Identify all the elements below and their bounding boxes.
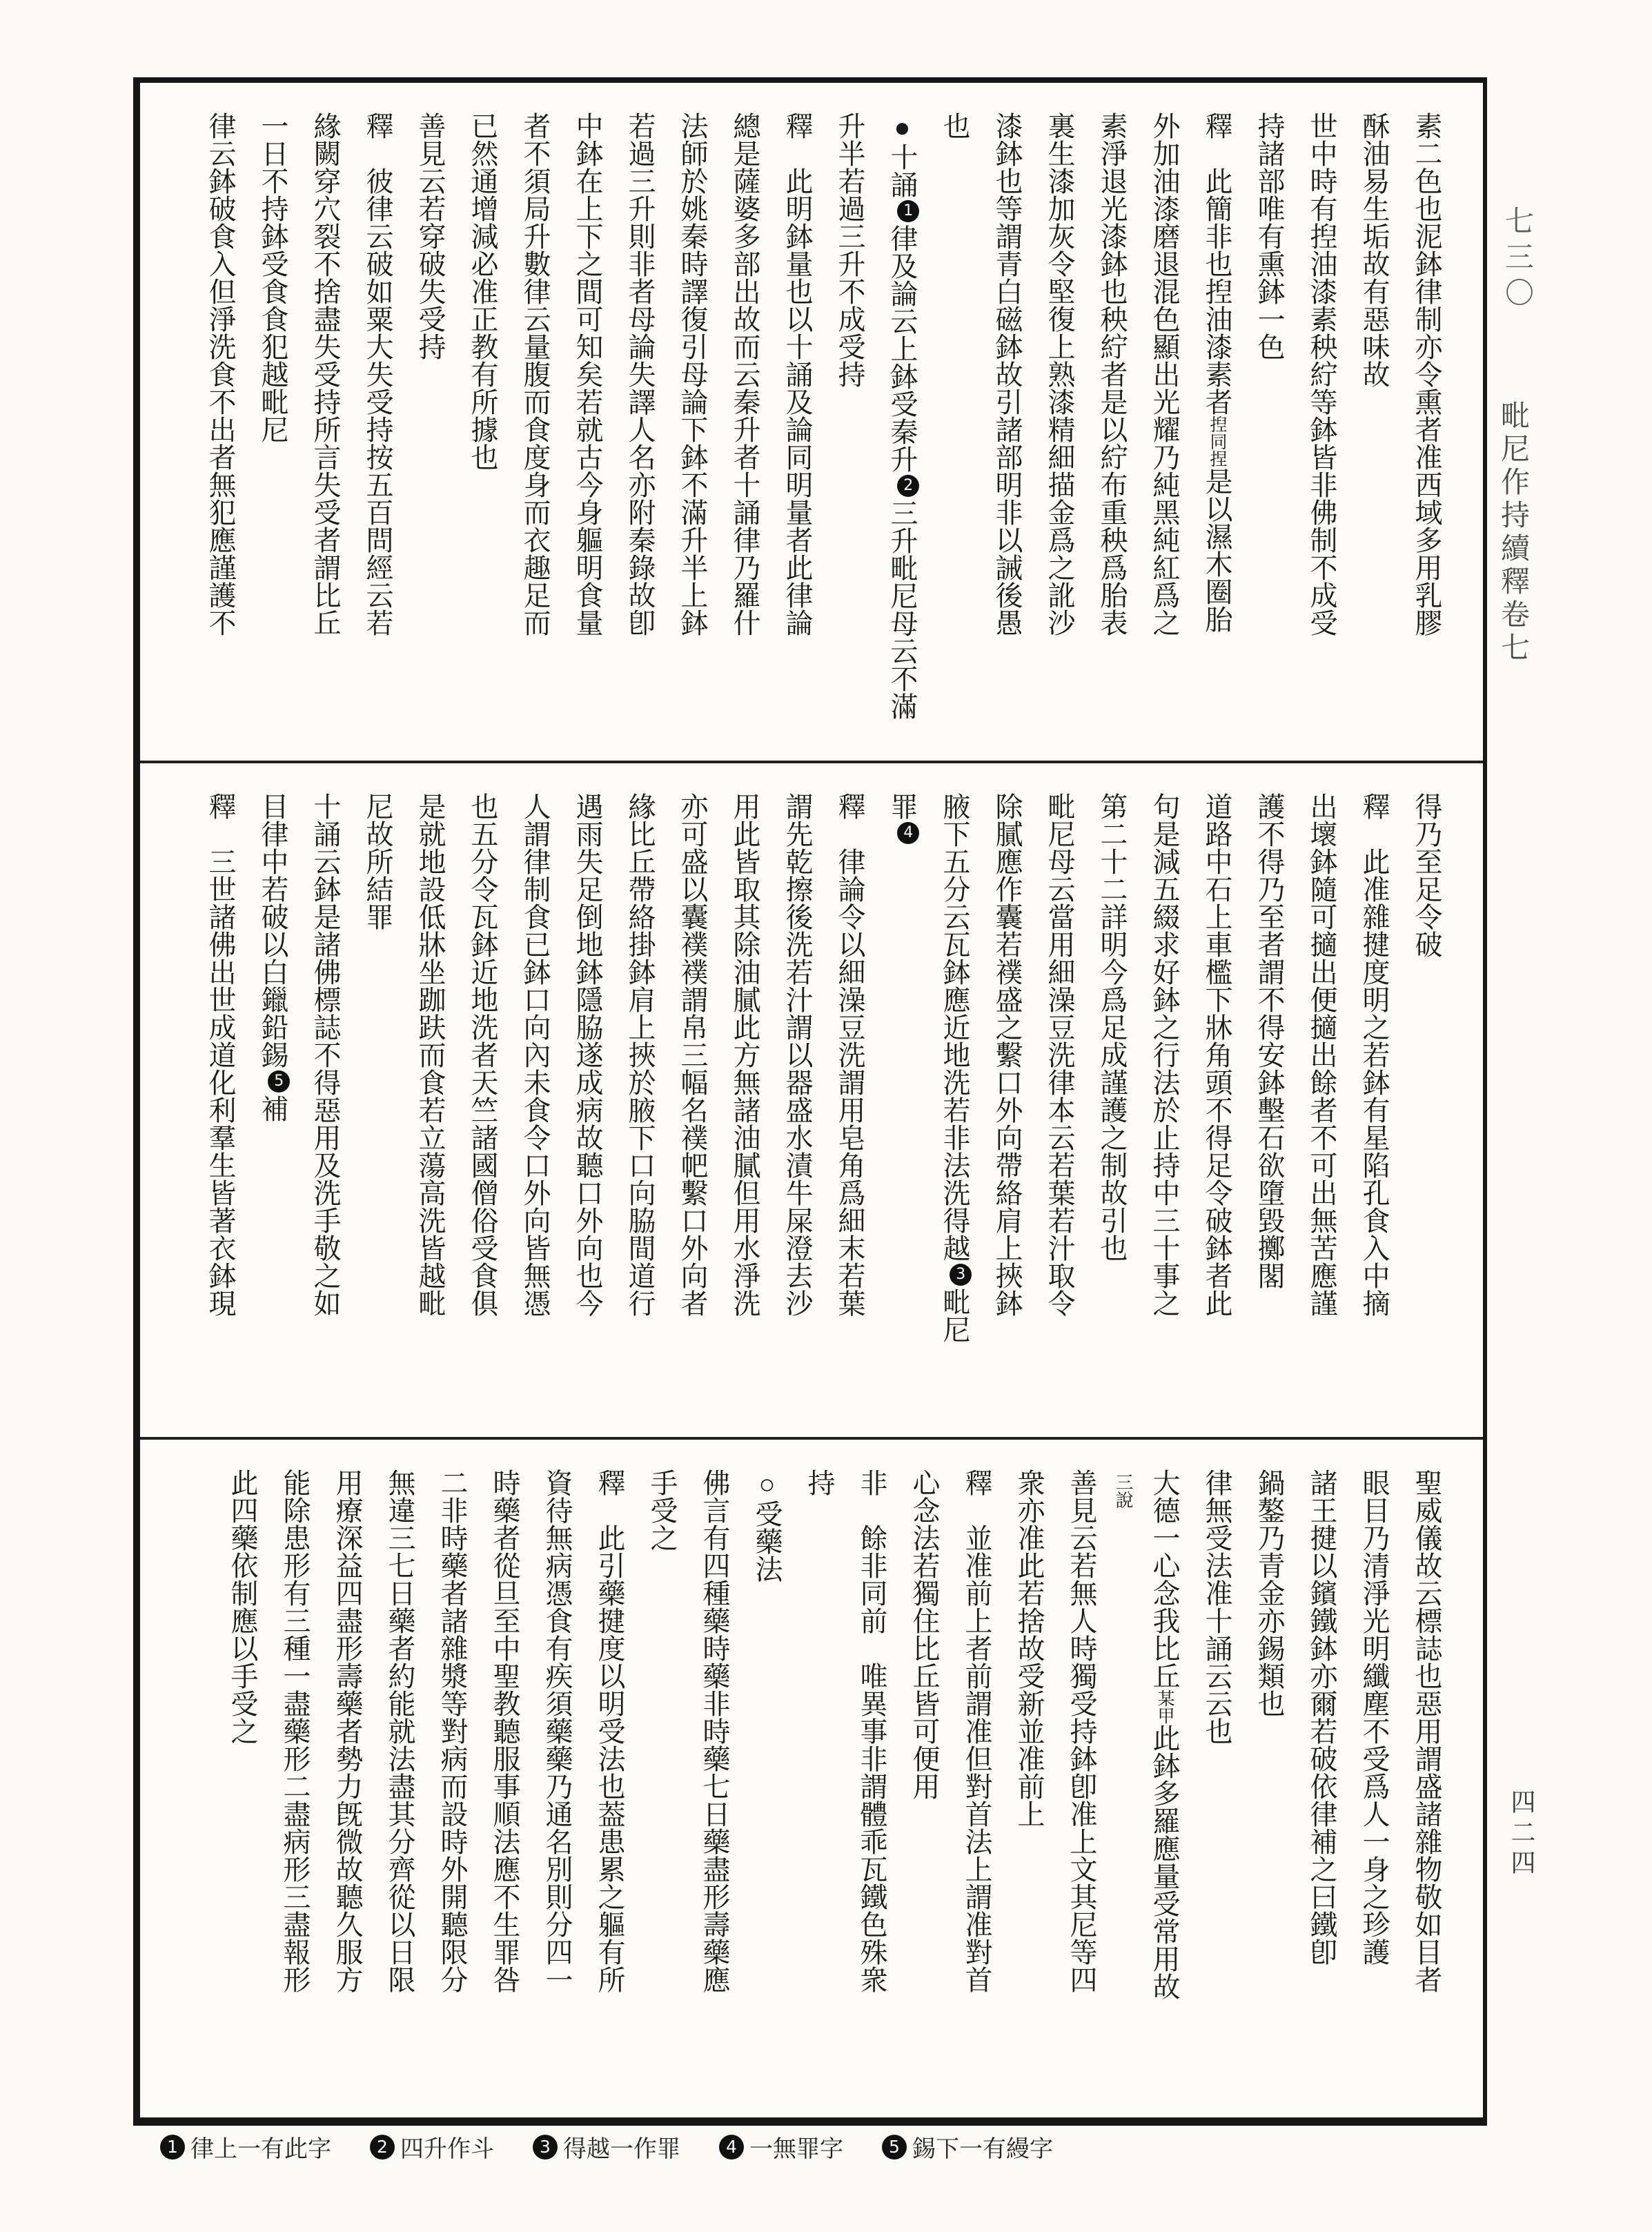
- text-column: 用此皆取其除油膩此方無諸油膩但用水淨洗: [729, 792, 760, 1317]
- page-frame: [133, 77, 1487, 2126]
- text-column: 聖威儀故云標誌也惡用謂盛諸雜物敬如目者: [1411, 1469, 1442, 1993]
- text-column: 腋下五分云瓦鉢應近地洗若非法洗得越3毗尼: [928, 792, 981, 1416]
- text-column: 無違三七日藥者約能就法盡其分齊從以日限: [384, 1469, 415, 1993]
- text-column: 緣比丘帶絡掛鉢肩上挾於腋下口向脇間道行: [625, 792, 656, 1317]
- text-column: 者不須局升數律云量腹而食度身而衣趣足而: [520, 112, 551, 636]
- text-column: 善見云若無人時獨受持鉢卽准上文其尼等四: [1066, 1469, 1097, 1993]
- text-column: 時藥者從旦至中聖教聽服事順法應不生罪咎: [489, 1469, 520, 1993]
- text-column: 亦可盛以囊襆襆謂帛三幅名襆帊繫口外向者: [677, 792, 708, 1317]
- text-column: 持諸部唯有熏鉢一色: [1254, 112, 1285, 360]
- text-column: 護不得乃至者謂不得安鉢墼石欲墮毀擲閣: [1254, 792, 1285, 1289]
- text-column: 用療深益四盡形壽藥者勢力旣微故聽久服方: [332, 1469, 363, 1993]
- text-column: 出壞鉢隨可擿出便擿出餘者不可出無苦應謹: [1306, 792, 1337, 1317]
- text-column: 遇雨失足倒地鉢隱脇遂成病故聽口外向也今: [572, 792, 603, 1317]
- margin-book-title: 毗尼作持續釋卷七: [1497, 400, 1528, 665]
- footnote-number: 4: [719, 2135, 744, 2160]
- text-column: 心念法若獨住比丘皆可便用: [909, 1469, 940, 1800]
- footnote-marker: 4: [897, 822, 919, 844]
- footnote-number: 2: [370, 2135, 395, 2160]
- footnote-number: 1: [160, 2135, 185, 2160]
- text-column: 衆亦准此若捨故受新並准前上: [1014, 1469, 1045, 1828]
- footnote-marker: 3: [950, 1264, 972, 1286]
- register-bottom: [140, 1437, 1483, 2117]
- text-column: 釋 此引藥揵度以明受法也葢患累之軀有所: [594, 1469, 625, 1993]
- text-column: 第二十二詳明今爲足成謹護之制故引也: [1097, 792, 1128, 1262]
- text-column: 升半若過三升不成受持: [834, 112, 865, 388]
- footnote-marker: 1: [897, 200, 919, 222]
- text-column: 非 餘非同前 唯異事非謂體乖瓦鐵色殊衆: [856, 1469, 887, 1993]
- footnote-marker: 2: [897, 475, 919, 497]
- text-column: 眼目乃清淨光明纖塵不受爲人一身之珍護: [1359, 1469, 1390, 1966]
- inline-gloss: 某甲: [1155, 1690, 1174, 1724]
- text-column: 釋 此准雜揵度明之若鉢有星陷孔食入中摘: [1359, 792, 1390, 1317]
- footnote-text: 錫下一有縵字: [912, 2137, 1053, 2162]
- footnote-item: [533, 2130, 680, 2164]
- text-column: 罪4: [876, 792, 928, 1416]
- text-column: 素二色也泥鉢律制亦令熏者准西域多用乳膠: [1411, 112, 1442, 636]
- register-middle: [140, 761, 1483, 1437]
- text-column: 已然通增減必准正教有所據也: [467, 112, 498, 471]
- footnote-text: 四升作斗: [400, 2137, 494, 2162]
- text-column: 大德一心念我比丘某甲此鉢多羅應量受常用故: [1149, 1469, 1180, 2000]
- margin-folio-top: 七三〇: [1501, 206, 1533, 313]
- text-column: 毗尼母云當用細澡豆洗律本云若葉若汁取令: [1044, 792, 1075, 1317]
- marginal-annotation-column: 三說: [1113, 1473, 1133, 1509]
- text-column: 漆鉢也等謂青白磁鉢故引諸部明非以誡後愚: [992, 112, 1023, 636]
- text-column: 律云鉢破食入但淨洗食不出者無犯應謹護不: [205, 112, 236, 636]
- text-column: 尼故所結罪: [362, 792, 393, 930]
- text-column: 法師於姚秦時譯復引母論下鉢不滿升半上鉢: [677, 112, 708, 636]
- footnote-item: [719, 2130, 843, 2164]
- footnote-item: [160, 2130, 331, 2164]
- footnote-text: 得越一作罪: [563, 2137, 680, 2162]
- text-column: 得乃至足令破: [1411, 792, 1442, 958]
- text-column: 人謂律制食已鉢口向內未食令口外向皆無憑: [520, 792, 551, 1317]
- text-column: 也五分令瓦鉢近地洗者天竺諸國僧俗受食俱: [467, 792, 498, 1317]
- text-column: ○受藥法: [751, 1469, 783, 1583]
- text-column: 持: [804, 1469, 835, 1496]
- register-top: [140, 83, 1483, 761]
- text-column: 也: [939, 112, 970, 139]
- text-column: 是就地設低牀坐跏趺而食若立蕩高洗皆越毗: [415, 792, 446, 1317]
- footnote-number: 3: [533, 2135, 558, 2160]
- text-column: 道路中石上車檻下牀角頭不得足令破鉢者此: [1201, 792, 1232, 1317]
- text-column: 釋 彼律云破如粟大失受持按五百問經云若: [362, 112, 393, 636]
- margin-folio-bottom: 四二四: [1508, 1789, 1535, 1880]
- footnote-marker: 5: [268, 1070, 290, 1093]
- footnote-line: [160, 2130, 1513, 2164]
- text-column: 除膩應作囊若襆盛之繫口外向帶絡肩上挾鉢: [992, 792, 1023, 1317]
- text-column: 釋 並准前上者前謂准但對首法上謂准對首: [961, 1469, 992, 1993]
- text-column: 句是減五綴求好鉢之行法於止持中三十事之: [1149, 792, 1180, 1317]
- text-column: 資待無病憑食有疾須藥藥乃通名別則分四一: [542, 1469, 573, 1993]
- text-column: 酥油易生垢故有惡味故: [1359, 112, 1390, 388]
- text-column: 謂先乾擦後洗若汁謂以器盛水漬牛屎澄去沙: [782, 792, 813, 1317]
- text-column: 手受之: [647, 1469, 678, 1551]
- text-column: 釋 此明鉢量也以十誦及論同明量者此律論: [782, 112, 813, 636]
- text-column: 二非時藥者諸雜漿等對病而設時外開聽限分: [437, 1469, 468, 1993]
- footnote-item: [882, 2130, 1053, 2164]
- text-column: 釋 此簡非也揑油漆素者揑同捏是以濕木圈胎: [1201, 112, 1232, 633]
- text-column: 此四藥依制應以手受之: [227, 1469, 258, 1745]
- footnote-number: 5: [882, 2135, 907, 2160]
- text-column: 中鉢在上下之間可知矣若就古今身軀明食量: [572, 112, 603, 636]
- text-column: 一日不持鉢受食食犯越毗尼: [257, 112, 288, 443]
- footnote-item: [370, 2130, 494, 2164]
- text-column: 鍋鏊乃青金亦錫類也: [1254, 1469, 1285, 1717]
- text-column: 裏生漆加灰令堅復上熟漆精細描金爲之訛沙: [1044, 112, 1075, 636]
- text-column: 律無受法准十誦云云也: [1201, 1469, 1232, 1745]
- text-column: 若過三升則非者母論失譯人名亦附秦錄故卽: [625, 112, 656, 636]
- text-column: 諸王揵以鑌鐵鉢亦爾若破依律補之曰鐵卽: [1306, 1469, 1337, 1966]
- text-column: 釋 律論令以細澡豆洗謂用皂角爲細末若葉: [834, 792, 865, 1317]
- footnote-text: 律上一有此字: [190, 2137, 331, 2162]
- text-column: 佛言有四種藥時藥非時藥七日藥盡形壽藥應: [699, 1469, 730, 1993]
- text-column: 釋 三世諸佛出世成道化利羣生皆著衣鉢現: [205, 792, 236, 1317]
- text-column: 素淨退光漆鉢也秧紵者是以紵布重秧爲胎表: [1097, 112, 1128, 636]
- text-column: ●十誦1律及論云上鉢受秦升2三升毗尼母云不滿: [876, 112, 928, 740]
- text-column: 外加油漆磨退混色顯出光耀乃純黑純紅爲之: [1149, 112, 1180, 636]
- text-column: 緣闕穿穴裂不捨盡失受持所言失受者謂比丘: [310, 112, 341, 636]
- text-column: 十誦云鉢是諸佛標誌不得惡用及洗手敬之如: [310, 792, 341, 1317]
- footnote-text: 一無罪字: [749, 2137, 843, 2162]
- text-column: 善見云若穿破失受持: [415, 112, 446, 360]
- text-column: 世中時有揑油漆素秧紵等鉢皆非佛制不成受: [1306, 112, 1337, 636]
- inline-gloss: 揑同捏: [1208, 415, 1226, 467]
- text-column: 總是薩婆多部出故而云秦升者十誦律乃羅什: [729, 112, 760, 636]
- text-column: 目律中若破以白鑞鉛錫5補: [246, 792, 299, 1416]
- text-column: 能除患形有三種一盡藥形二盡病形三盡報形: [279, 1469, 311, 1993]
